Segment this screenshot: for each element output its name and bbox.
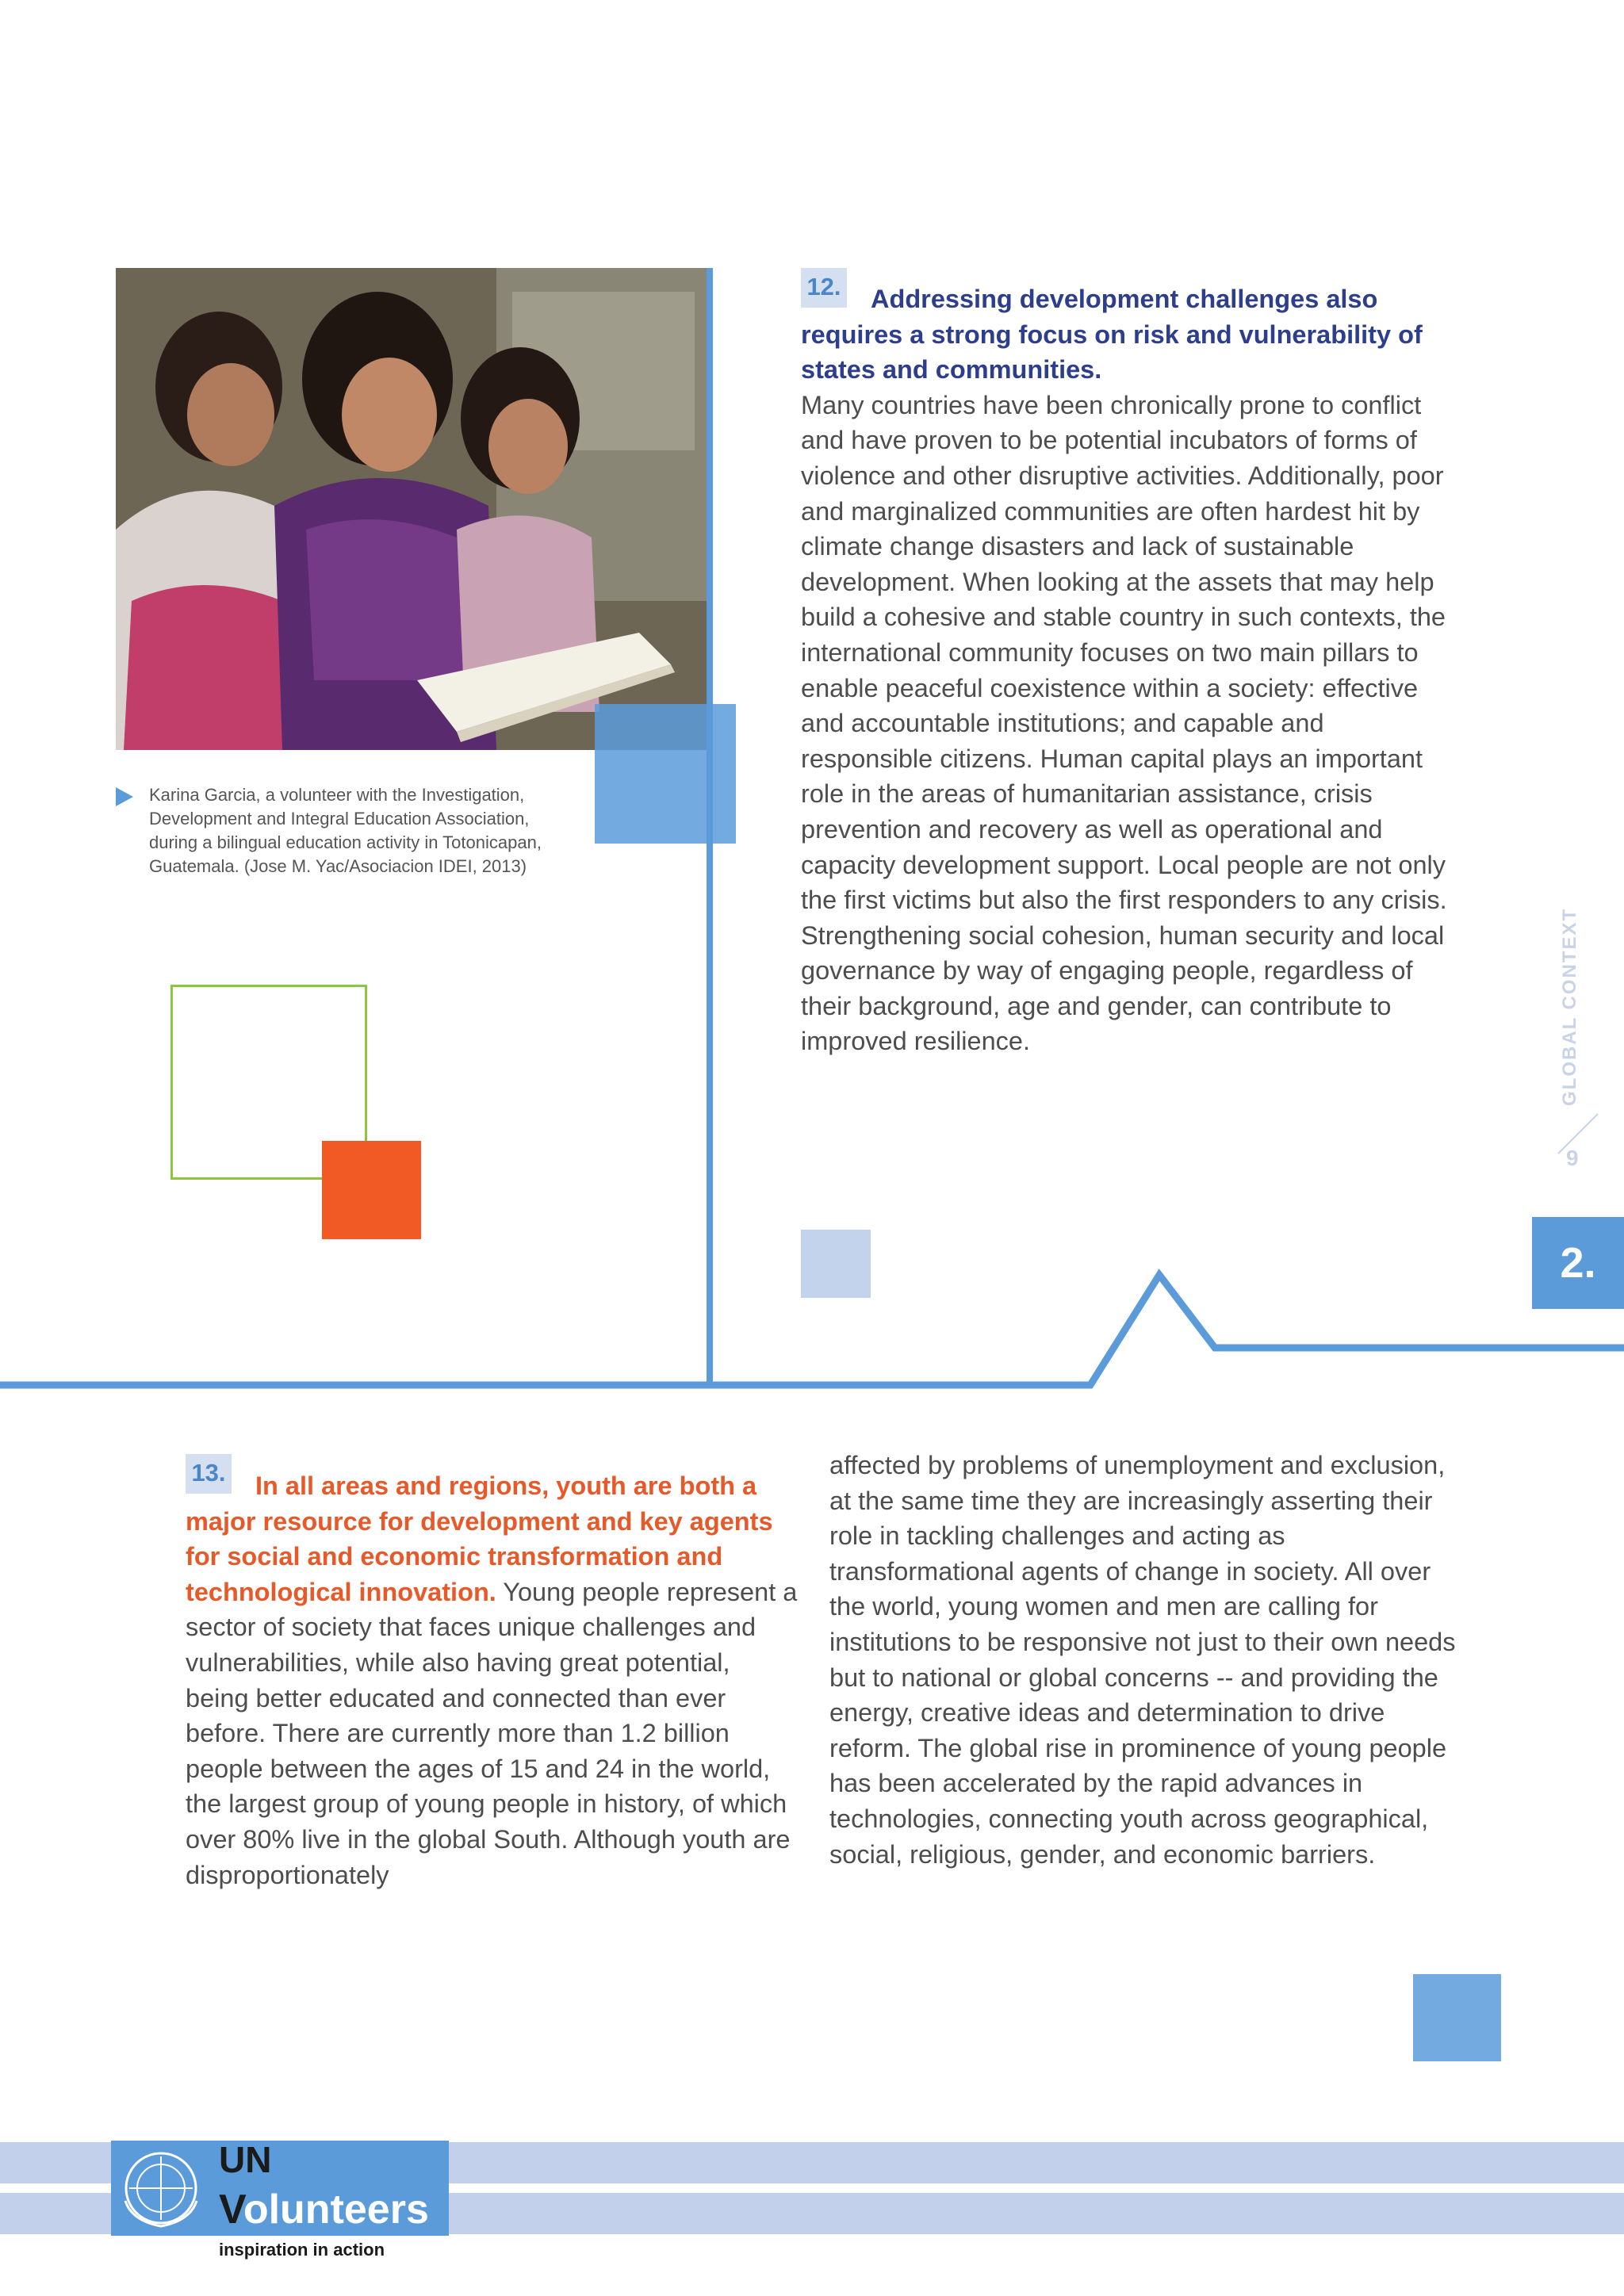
decor-blue-square-bottom (1413, 1974, 1501, 2061)
section-12-number: 12. (801, 268, 847, 308)
section-13-number: 13. (186, 1454, 232, 1494)
caption-arrow-icon (116, 787, 133, 806)
decor-blue-square-top (595, 704, 736, 844)
decor-orange-square (322, 1141, 421, 1239)
logo-tagline: inspiration in action (219, 2240, 385, 2260)
page-number: 9 (1566, 1146, 1579, 1170)
section-label: GLOBAL CONTEXT (1559, 907, 1580, 1106)
logo-v-letter: V (219, 2187, 243, 2233)
logo-volunteers-text (219, 2185, 429, 2234)
logo-un-text: UN (219, 2139, 272, 2180)
decor-light-blue-square (801, 1230, 871, 1298)
section-12-text (801, 281, 1451, 1059)
section-13-text-right (829, 1448, 1456, 1872)
section-13-body-left: Young people represent a sector of society that faces unique challenges and vulnerabilities, while also having great potential, being better educated and connected than ever before. There are currently more than 1.2 billion people between the ages of 15 and 24 in the world, the largest group of young people in history, of which over 80% live in the global South. Although youth are disproportionately (186, 1577, 798, 1889)
photo-illustration (116, 268, 709, 750)
section-13-heading: In all areas and regions, youth are both a major resource for development and key agents for social and economic transformation and technological innovation. (186, 1471, 773, 1606)
vertical-divider (707, 268, 713, 1387)
logo-volunteers-rest: olunteers (243, 2187, 429, 2233)
section-12-heading: Addressing development challenges also requires a strong focus on risk and vulnerability of states and communities. (801, 285, 1423, 385)
un-emblem-icon (116, 2145, 206, 2231)
section-13-text-left (186, 1468, 798, 1892)
section-12-body: Many countries have been chronically prone to conflict and have proven to be potential incubators of forms of violence and other disruptive activities. Additionally, poor and marginalized communities are often hardest hit by climate change disasters and lack of sustainable development. When looking at the assets that may help build a cohesive and stable country in such contexts, the international community focuses on two main pillars to enable peaceful coexistence within a society: effective and accountable institutions; and capable and responsible citizens. Human capital plays an important role in the areas of humanitarian assistance, crisis prevention and recovery as well as operational and capacity development support. Local people are not only the first victims but also the first responders to any crisis. Strengthening social cohesion, human security and local governance by way of engaging people, regardless of their background, age and gender, can contribute to improved resilience. (801, 390, 1447, 1056)
section-13-body-right: affected by problems of unemployment and exclusion, at the same time they are increasingly asserting their role in tackling challenges and acting as transformational agents of change in society. All over the world, young women and men are calling for institutions to be responsive not just to their own needs but to national or global concerns -- and providing the energy, creative ideas and determination to drive reform. The global rise in prominence of young people has been accelerated by the rapid advances in technologies, connecting youth across geographical, social, religious, gender, and economic barriers. (829, 1451, 1456, 1869)
photo-volunteer-reading (116, 268, 709, 750)
photo-caption: Karina Garcia, a volunteer with the Investigation, Development and Integral Education Association, during a bilingual education activity in Totonicapan, Guatemala. (Jose M. Yac/Asociacion IDEI, 2013) (149, 785, 542, 876)
chapter-tab: 2. (1532, 1217, 1624, 1309)
